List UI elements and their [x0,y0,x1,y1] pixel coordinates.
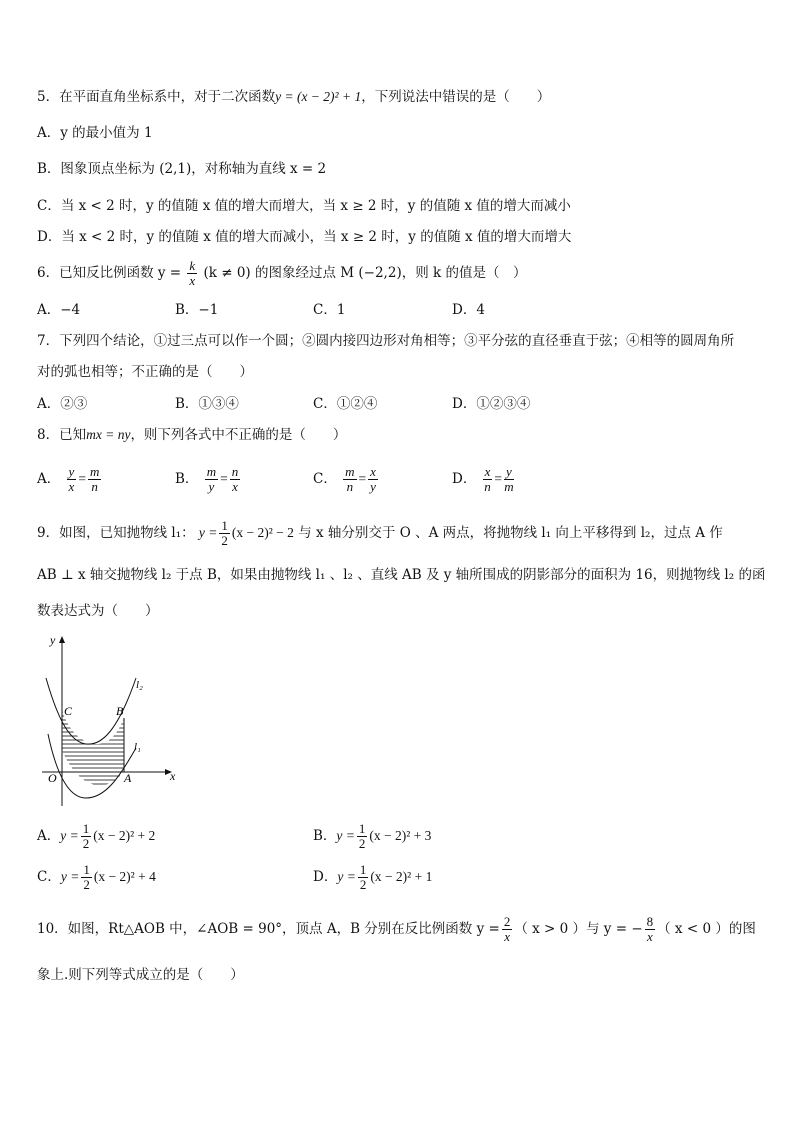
q9-stem-line1: 9．如图，已知抛物线 l₁： y = $\frac{1}{2}$ (x − 2)² − 2 与 x 轴分别交于 O 、A 两点，将抛物线 l₁ 向上平移得到 l₂，过点 A 作 [37,518,723,548]
q5-stem: 5．在平面直角坐标系中，对于二次函数y = (x − 2)² + 1，下列说法中错误的是（ ） [37,89,551,105]
q9-figure [40,630,190,808]
q8-option-c: C． $\frac{m}{n}$ = $\frac{x}{y}$ [313,464,376,494]
q8-option-a: A． $\frac{y}{x}$ = $\frac{m}{n}$ [37,464,100,494]
q5-option-c: C．当 x < 2 时，y 的值随 x 值的增大而增大，当 x ≥ 2 时，y 的值随 x 值的增大而减小 [37,198,571,214]
label-b: B [116,704,124,718]
q6-stem: 6．已知反比例函数 y = $\frac{k}{x}$ (k ≠ 0) 的图象经过点 M (−2,2)，则 k 的值是（ ） [37,258,527,288]
label-l2: l₂ [136,679,143,691]
q6-option-c: C．1 [313,302,346,318]
shaded-region [62,710,124,785]
q9-stem-line3: 数表达式为（ ） [37,603,159,619]
q8-option-b: B． $\frac{m}{y}$ = $\frac{n}{x}$ [175,464,239,494]
q10-stem-line2: 象上.则下列等式成立的是（ ） [37,967,244,983]
q9-option-b: B．y = $\frac{1}{2}$ (x − 2)² + 3 [313,821,432,851]
label-l1: l₁ [134,741,141,753]
label-o: O [48,771,57,785]
q10-stem-line1: 10．如图，Rt△AOB 中，∠AOB = 90°，顶点 A，B 分别在反比例函数 y = $\frac{2}{x}$ （ x > 0 ）与 y = − $\frac{8}{x}$ （ x < 0 ）的图 [37,914,756,944]
q8-stem: 8．已知mx = ny，则下列各式中不正确的是（ ） [37,427,347,443]
q6-option-b: B．−1 [175,302,219,318]
q7-stem-line2: 对的弧也相等；不正确的是（ ） [37,364,253,380]
q5-option-d: D．当 x < 2 时，y 的值随 x 值的增大而减小，当 x ≥ 2 时，y 的值随 x 值的增大而增大 [37,229,572,245]
q6-option-d: D．4 [452,302,485,318]
label-y: y [50,633,56,647]
q9-option-d: D．y = $\frac{1}{2}$ (x − 2)² + 1 [313,862,433,892]
q9-option-a: A．y = $\frac{1}{2}$ (x − 2)² + 2 [37,821,156,851]
q7-option-c: C．①②④ [313,396,378,412]
q9-option-c: C．y = $\frac{1}{2}$ (x − 2)² + 4 [37,862,156,892]
label-a: A [124,771,132,785]
q7-option-a: A．②③ [37,396,88,412]
q8-option-d: D． $\frac{x}{n}$ = $\frac{y}{m}$ [452,464,514,494]
q6-option-a: A．−4 [37,302,81,318]
q5-option-b: B．图象顶点坐标为 (2,1)，对称轴为直线 x = 2 [37,161,327,177]
q5-function: y = (x − 2)² + 1 [275,89,362,104]
q5-option-a: A．y 的最小值为 1 [37,125,153,141]
q6-fraction: $\frac{k}{x}$ [189,258,196,288]
q9-stem-line2: AB ⊥ x 轴交抛物线 l₂ 于点 B，如果由抛物线 l₁ 、l₂ 、直线 AB 及 y 轴所围成的阴影部分的面积为 16，则抛物线 l₂ 的函 [37,567,766,583]
q7-option-b: B．①③④ [175,396,239,412]
q7-option-d: D．①②③④ [452,396,531,412]
q7-stem-line1: 7．下列四个结论，①过三点可以作一个圆；②圆内接四边形对角相等；③平分弦的直径垂直于弦；④相等的圆周角所 [37,333,735,349]
label-c: C [64,704,73,718]
label-x: x [170,769,176,783]
